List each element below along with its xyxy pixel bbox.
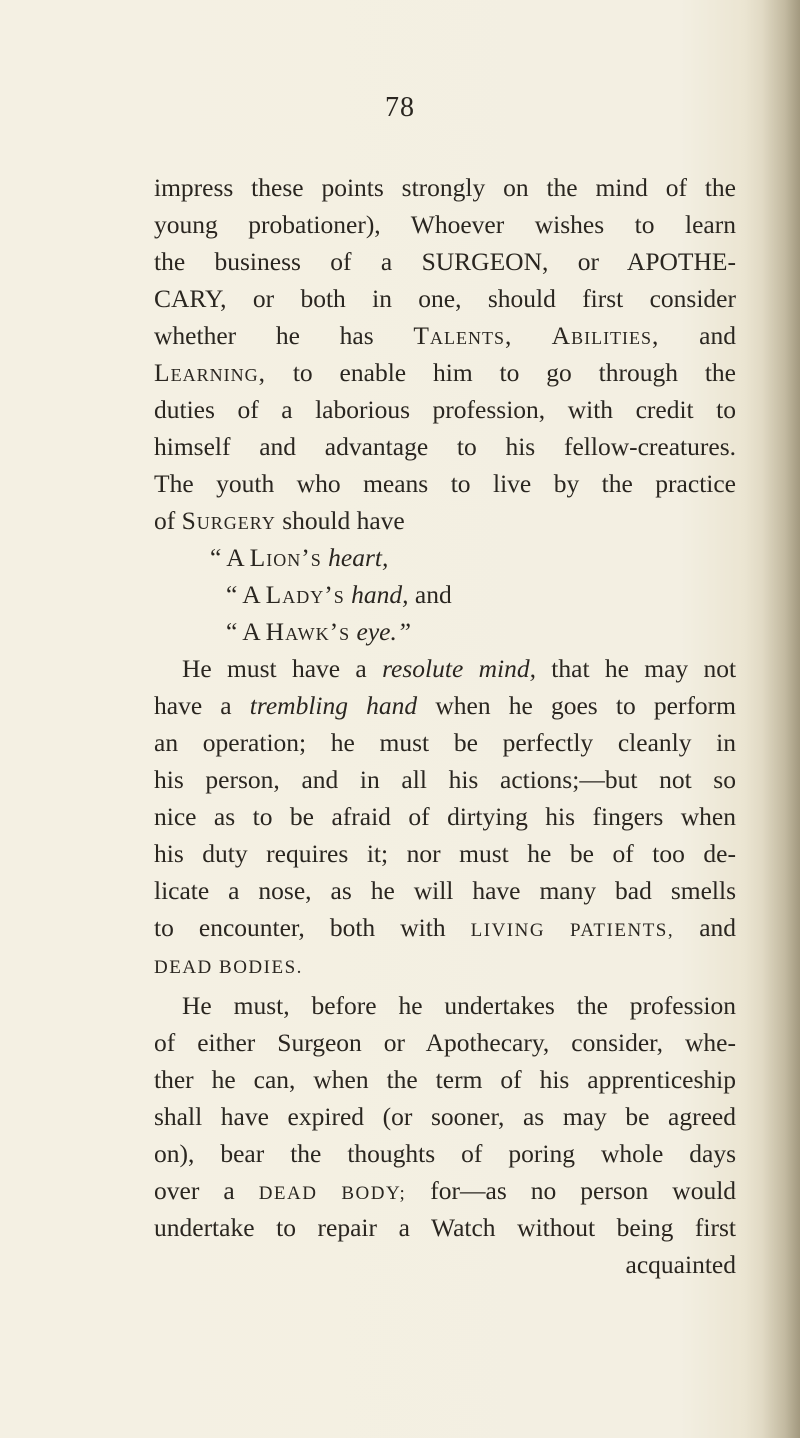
text-line	[154, 503, 736, 539]
emphasis-smallcaps: Lion’s	[249, 543, 322, 572]
text-line: He must, before he undertakes the profession	[182, 991, 736, 1020]
text-line: his person, and in all his actions;—but not so	[154, 765, 736, 794]
text-line: duties of a laborious profession, with credit to	[154, 395, 736, 424]
emphasis-smallcaps: Lady’s	[265, 580, 345, 609]
emphasis-italic: resolute mind,	[382, 654, 536, 683]
emphasis-smallcaps: DEAD BODIES.	[154, 957, 303, 978]
text-span: when he goes to perform	[435, 691, 737, 720]
verse-line	[226, 577, 452, 613]
text-line: CARY, or both in one, should first consider	[154, 284, 736, 313]
emphasis-italic: eye.”	[356, 617, 412, 646]
text-line	[182, 651, 736, 687]
text-span: of	[154, 506, 176, 535]
text-line: himself and advantage to his fellow-creatures.	[154, 432, 736, 461]
text-line	[154, 910, 736, 946]
text-line	[154, 318, 736, 354]
text-span: should have	[282, 506, 405, 535]
text-span: and	[699, 913, 737, 942]
text-span: have a	[154, 691, 232, 720]
emphasis-italic: trembling hand	[249, 691, 418, 720]
text-line: the business of a SURGEON, or APOTHE-	[154, 247, 736, 276]
catchword: acquainted	[625, 1250, 736, 1279]
verse-line	[226, 614, 411, 650]
verse-line	[210, 540, 388, 576]
emphasis-italic: heart,	[328, 543, 389, 572]
text-line	[154, 688, 736, 724]
emphasis-smallcaps: Surgery	[181, 506, 276, 535]
text-span: that he may not	[551, 654, 737, 683]
page-number: 78	[385, 92, 415, 123]
text-line: nice as to be afraid of dirtying his fingers when	[154, 802, 736, 831]
text-span: to encounter, both with	[154, 913, 446, 942]
text-line: young probationer), Whoever wishes to learn	[154, 210, 736, 239]
emphasis-smallcaps: LIVING PATIENTS,	[470, 920, 675, 941]
text-line: impress these points strongly on the mind of the	[154, 173, 736, 202]
text-line: an operation; he must be perfectly cleanly in	[154, 728, 736, 757]
text-span: to enable him to go through the	[292, 358, 737, 387]
text-span: “ A	[226, 580, 260, 609]
emphasis-smallcaps: DEAD BODY;	[258, 1183, 407, 1204]
text-line: ther he can, when the term of his apprenticeship	[154, 1065, 736, 1094]
text-line: shall have expired (or sooner, as may be agreed	[154, 1102, 736, 1131]
emphasis-italic: hand,	[351, 580, 409, 609]
text-line: licate a nose, as he will have many bad smells	[154, 876, 736, 905]
text-span: over a	[154, 1176, 235, 1205]
text-line	[154, 1173, 736, 1209]
emphasis-smallcaps: Talents, Abilities,	[413, 321, 660, 350]
text-span: whether he has	[154, 321, 374, 350]
text-span: “ A	[210, 543, 244, 572]
emphasis-smallcaps: Learning,	[154, 358, 266, 387]
text-line: The youth who means to live by the practice	[154, 469, 736, 498]
emphasis-smallcaps: Hawk’s	[265, 617, 351, 646]
text-span: He must have a	[182, 654, 367, 683]
page-edge-shadow	[762, 0, 800, 1438]
text-line	[154, 355, 736, 391]
text-line	[154, 947, 736, 983]
text-line: undertake to repair a Watch without being first	[154, 1213, 736, 1242]
text-span: and	[699, 321, 736, 350]
text-line: his duty requires it; nor must he be of too de-	[154, 839, 736, 868]
text-span: and	[414, 580, 452, 609]
text-span: for—as no person would	[430, 1176, 737, 1205]
text-span: “ A	[226, 617, 260, 646]
text-line: of either Surgeon or Apothecary, consider, whe-	[154, 1028, 736, 1057]
text-line: on), bear the thoughts of poring whole days	[154, 1139, 736, 1168]
